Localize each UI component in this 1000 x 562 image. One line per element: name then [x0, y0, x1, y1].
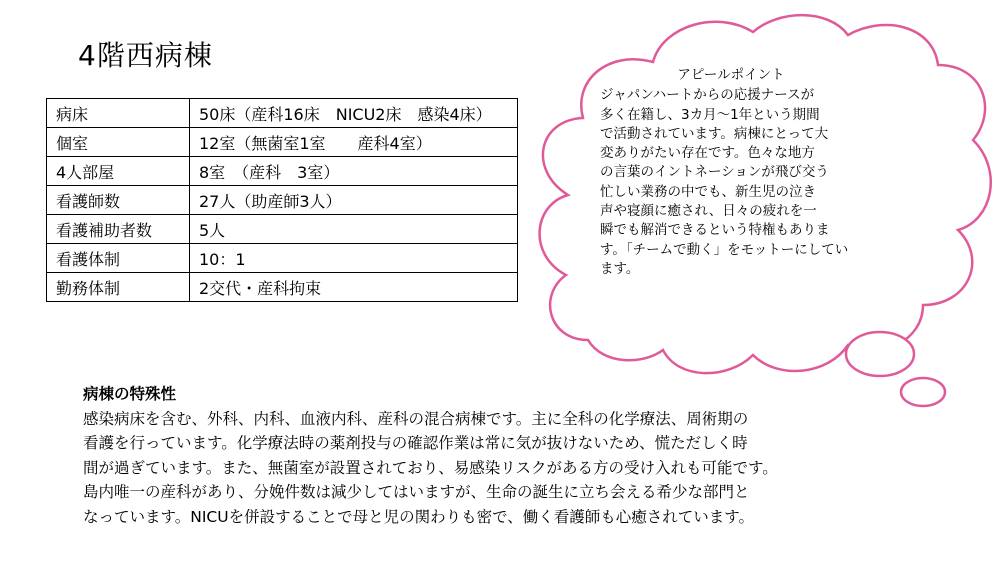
- appeal-line: で活動されています。病棟にとって大: [600, 125, 829, 142]
- ward-info-table: [46, 98, 518, 302]
- thought-bubble-large: [846, 332, 914, 376]
- special-line: 間が過ぎています。また、無菌室が設置されており、易感染リスクがある方の受け入れも可能です。: [83, 458, 778, 477]
- table-row: [47, 244, 518, 273]
- row-label: 個室: [47, 128, 190, 157]
- page-title: 4階西病棟: [78, 39, 213, 72]
- row-label: 勤務体制: [47, 273, 190, 302]
- table-row: [47, 215, 518, 244]
- special-line: 感染病床を含む、外科、内科、血液内科、産科の混合病棟です。主に全科の化学療法、周術期の: [83, 409, 749, 428]
- row-label: 看護体制: [47, 244, 190, 273]
- appeal-line: す。「チームで動く」をモットーにしてい: [600, 241, 849, 258]
- special-body: [83, 407, 883, 530]
- row-label: 病床: [47, 99, 190, 128]
- row-value: 12室（無菌室1室 産科4室）: [190, 128, 518, 157]
- row-value: 27人（助産師3人）: [190, 186, 518, 215]
- appeal-line: 多く在籍し、3カ月〜1年という期間: [600, 106, 820, 123]
- thought-bubble-medium: [901, 378, 945, 406]
- row-label: 看護補助者数: [47, 215, 190, 244]
- table-row: [47, 273, 518, 302]
- appeal-line: ジャパンハートからの応援ナースが: [600, 87, 815, 104]
- appeal-heading: アピールポイント: [677, 67, 785, 83]
- appeal-line: 変ありがたい存在です。色々な地方: [600, 145, 815, 162]
- appeal-line: 声や寝顔に癒され、日々の疲れを一: [600, 203, 817, 220]
- special-line: なっています。NICUを併設することで母と児の関わりも密で、働く看護師も心癒されています。: [83, 507, 755, 526]
- row-value: 5人: [190, 215, 518, 244]
- row-label: 4人部屋: [47, 157, 190, 186]
- row-value: 50床（産科16床 NICU2床 感染4床）: [190, 99, 518, 128]
- appeal-line: ます。: [600, 260, 640, 277]
- table-row: [47, 157, 518, 186]
- table-row: [47, 186, 518, 215]
- row-value: 2交代・産科拘束: [190, 273, 518, 302]
- appeal-line: の言葉のイントネーションが飛び交う: [600, 164, 829, 181]
- special-features-section: [83, 382, 883, 529]
- appeal-line: 忙しい業務の中でも、新生児の泣き: [600, 183, 816, 200]
- special-line: 看護を行っています。化学療法時の薬剤投与の確認作業は常に気が抜けないため、慌ただしく時: [83, 434, 748, 452]
- special-line: 島内唯一の産科があり、分娩件数は減少してはいますが、生命の誕生に立ち会える希少な部門と: [83, 483, 750, 501]
- appeal-text-block: [600, 66, 862, 279]
- table-row: [47, 128, 518, 157]
- row-label: 看護師数: [47, 186, 190, 215]
- special-heading: 病棟の特殊性: [83, 385, 177, 403]
- appeal-line: 瞬でも解消できるという特権もありま: [600, 222, 830, 239]
- row-value: 10：1: [190, 244, 518, 273]
- table-row: [47, 99, 518, 128]
- row-value: 8室 （産科 3室）: [190, 157, 518, 186]
